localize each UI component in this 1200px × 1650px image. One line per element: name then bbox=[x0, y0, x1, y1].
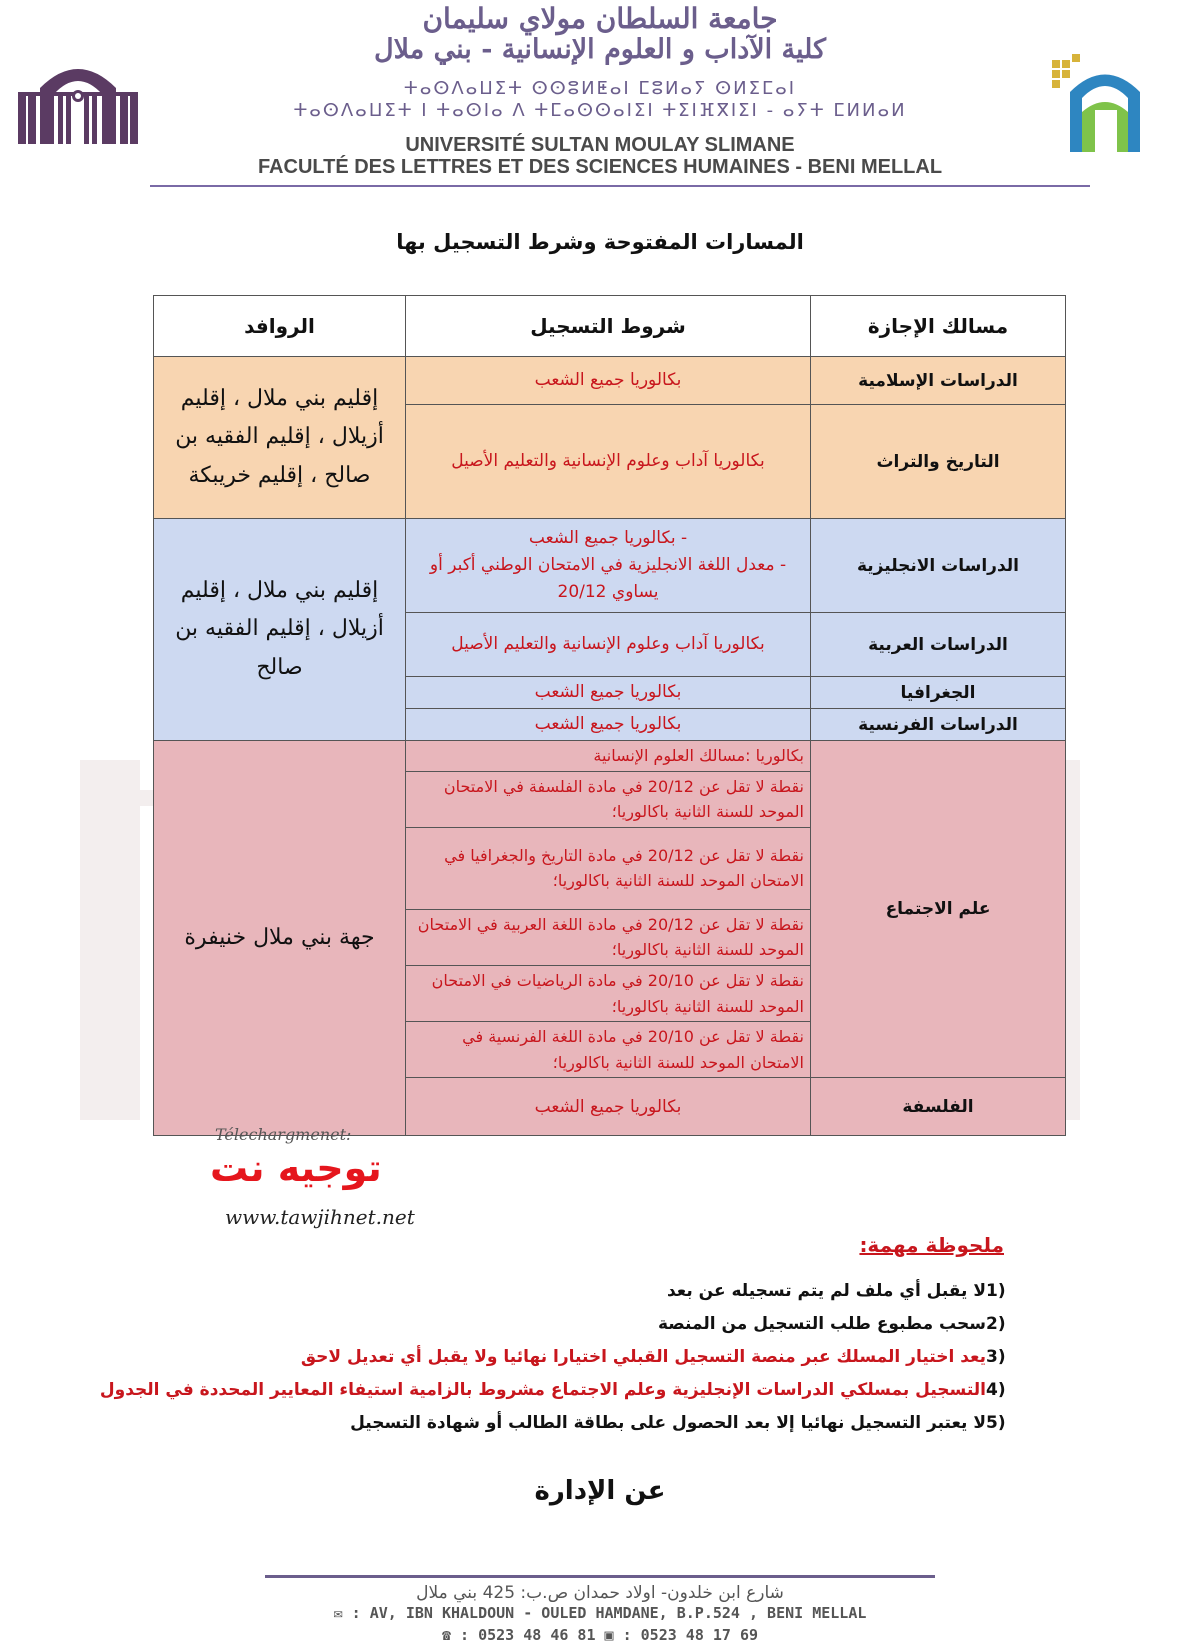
list-item bbox=[99, 1374, 1020, 1407]
footer-divider bbox=[265, 1575, 935, 1578]
notes-list bbox=[99, 1275, 1020, 1440]
note-text: لا يقبل أي ملف لم يتم تسجيله عن بعد bbox=[666, 1281, 986, 1301]
list-item bbox=[140, 1275, 1020, 1308]
administration-signature: عن الإدارة bbox=[534, 1476, 666, 1506]
condition-line: - معدل اللغة الانجليزية في الامتحان الوطني أكبر أو يساوي 20/12 bbox=[429, 554, 787, 603]
footer-fax: : 0523 48 17 69 bbox=[622, 1626, 759, 1644]
condition-cell: نقطة لا تقل عن 20/12 في مادة الفلسفة في الامتحان الموحد للسنة الثانية باكالوريا؛ bbox=[406, 771, 811, 827]
watermark-label: Télechargmenet: bbox=[215, 1125, 352, 1144]
fax-icon: ▣ bbox=[604, 1626, 623, 1644]
table-row bbox=[154, 519, 1066, 613]
note-text: التسجيل بمسلكي الدراسات الإنجليزية وعلم الاجتماع مشروط بالزامية استيفاء المعايير المحددة في الجدول bbox=[99, 1380, 986, 1400]
header-arabic-faculty: كلية الآداب و العلوم الإنسانية - بني ملال bbox=[374, 34, 826, 65]
major-cell: علم الاجتماع bbox=[811, 741, 1066, 1078]
footer-french-address bbox=[0, 1604, 1200, 1622]
header-regions: الروافد bbox=[154, 296, 406, 357]
header-french-university: UNIVERSITÉ SULTAN MOULAY SLIMANE bbox=[405, 134, 795, 156]
note-number: 1) bbox=[986, 1281, 1006, 1301]
watermark-brand: توجيه نت bbox=[210, 1146, 382, 1190]
major-cell: الدراسات الانجليزية bbox=[811, 519, 1066, 613]
programs-table bbox=[153, 295, 1066, 1136]
list-item bbox=[140, 1407, 1020, 1440]
note-text: لا يعتبر التسجيل نهائيا إلا بعد الحصول على بطاقة الطالب أو شهادة التسجيل bbox=[350, 1413, 986, 1433]
note-number: 5) bbox=[986, 1413, 1006, 1433]
table-row bbox=[154, 741, 1066, 772]
major-cell: الجغرافيا bbox=[811, 677, 1066, 709]
footer-address-text: : AV, IBN KHALDOUN - OULED HAMDANE, B.P.524 , BENI MELLAL bbox=[351, 1604, 867, 1622]
condition-cell: بكالوريا جميع الشعب bbox=[406, 709, 811, 741]
region-cell: جهة بني ملال خنيفرة bbox=[154, 741, 406, 1136]
condition-cell: بكالوريا جميع الشعب bbox=[406, 677, 811, 709]
condition-cell: نقطة لا تقل عن 20/12 في مادة التاريخ والجغرافيا في الامتحان الموحد للسنة الثانية باكالوريا؛ bbox=[406, 827, 811, 909]
condition-cell: بكالوريا :مسالك العلوم الإنسانية bbox=[406, 741, 811, 772]
condition-cell: بكالوريا جميع الشعب bbox=[406, 357, 811, 405]
page-title: المسارات المفتوحة وشرط التسجيل بها bbox=[396, 230, 804, 254]
major-cell: الدراسات الإسلامية bbox=[811, 357, 1066, 405]
note-number: 3) bbox=[986, 1347, 1006, 1367]
major-cell: التاريخ والتراث bbox=[811, 405, 1066, 519]
major-cell: الدراسات الفرنسية bbox=[811, 709, 1066, 741]
region-cell: إقليم بني ملال ، إقليم أزيلال ، إقليم الفقيه بن صالح ، إقليم خريبكة bbox=[154, 357, 406, 519]
note-text: يعد اختيار المسلك عبر منصة التسجيل القبلي اختيارا نهائيا ولا يقبل أي تعديل لاحق bbox=[300, 1347, 986, 1367]
phone-icon: ☎ bbox=[441, 1626, 461, 1644]
header-majors: مسالك الإجازة bbox=[811, 296, 1066, 357]
condition-cell: بكالوريا جميع الشعب bbox=[406, 1078, 811, 1136]
header-tifinagh-university: ⵜⴰⵙⴷⴰⵡⵉⵜ ⵙⵙⵓⵍⵟⴰⵏ ⵎⵓⵍⴰⵢ ⵙⵍⵉⵎⴰⵏ bbox=[403, 78, 797, 99]
condition-cell bbox=[406, 519, 811, 613]
major-cell: الفلسفة bbox=[811, 1078, 1066, 1136]
footer-phone: : 0523 48 46 81 bbox=[460, 1626, 596, 1644]
note-text: سحب مطبوع طلب التسجيل من المنصة bbox=[657, 1314, 986, 1334]
list-item bbox=[140, 1341, 1020, 1374]
table-header-row bbox=[154, 296, 1066, 357]
header-arabic-university: جامعة السلطان مولاي سليمان bbox=[422, 2, 778, 35]
note-number: 2) bbox=[986, 1314, 1006, 1334]
condition-line: - بكالوريا جميع الشعب bbox=[528, 527, 688, 548]
header-conditions: شروط التسجيل bbox=[406, 296, 811, 357]
mail-icon: ✉ bbox=[333, 1604, 352, 1622]
major-cell: الدراسات العربية bbox=[811, 613, 1066, 677]
region-cell: إقليم بني ملال ، إقليم أزيلال ، إقليم الفقيه بن صالح bbox=[154, 519, 406, 741]
condition-cell: نقطة لا تقل عن 20/10 في مادة اللغة الفرنسية في الامتحان الموحد للسنة الثانية باكالوريا؛ bbox=[406, 1022, 811, 1078]
list-item bbox=[140, 1308, 1020, 1341]
footer-arabic-address: شارع ابن خلدون- اولاد حمدان ص.ب: 425 بني ملال bbox=[416, 1583, 784, 1603]
table-row bbox=[154, 357, 1066, 405]
notes-title: ملحوظة مهمة: bbox=[859, 1233, 1004, 1257]
footer-contact bbox=[0, 1626, 1200, 1644]
condition-cell: نقطة لا تقل عن 20/12 في مادة اللغة العربية في الامتحان الموحد للسنة الثانية باكالوريا؛ bbox=[406, 909, 811, 965]
condition-cell: بكالوريا آداب وعلوم الإنسانية والتعليم الأصيل bbox=[406, 405, 811, 519]
watermark-url[interactable]: www.tawjihnet.net bbox=[225, 1205, 415, 1229]
condition-cell: بكالوريا آداب وعلوم الإنسانية والتعليم الأصيل bbox=[406, 613, 811, 677]
note-number: 4) bbox=[986, 1380, 1006, 1400]
header-tifinagh-faculty: ⵜⴰⵙⴷⴰⵡⵉⵜ ⵏ ⵜⴰⵙⵏⴰ ⴷ ⵜⵎⴰⵙⵙⴰⵏⵉⵏ ⵜⵉⵏⴼⴳⵏⵉⵏ - ⴰⵢⵜ ⵎⵍⵍⴰⵍ bbox=[293, 100, 907, 121]
condition-cell: نقطة لا تقل عن 20/10 في مادة الرياضيات في الامتحان الموحد للسنة الثانية باكالوريا؛ bbox=[406, 965, 811, 1021]
header-french-faculty: FACULTÉ DES LETTRES ET DES SCIENCES HUMAINES - BENI MELLAL bbox=[257, 156, 943, 178]
header-divider bbox=[150, 185, 1090, 187]
